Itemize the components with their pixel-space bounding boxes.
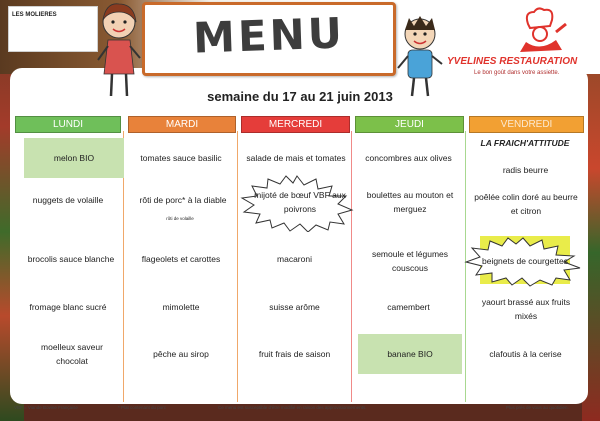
menu-cell-lundi-3: brocolis sauce blanche — [27, 254, 115, 264]
menu-cell-mardi-1: tomates sauce basilic — [140, 153, 222, 163]
day-header-lundi: LUNDI — [15, 116, 121, 133]
day-header-jeudi: JEUDI — [355, 116, 464, 133]
day-header-vendredi: VENDREDI — [469, 116, 584, 133]
menu-cell-mardi-note: rôti de volaille — [166, 216, 194, 221]
menu-cell-mercredi-2: mijoté de bœuf VBF aux poivrons — [254, 190, 346, 214]
menu-cell-mercredi-1: salade de mais et tomates — [246, 153, 346, 163]
menu-cell-jeudi-3: semoule et légumes couscous — [371, 249, 449, 273]
menu-cell-vendredi-5: clafoutis à la cerise — [489, 349, 562, 359]
menu-cell-lundi-2: nuggets de volaille — [32, 195, 104, 205]
menu-cell-vendredi-4: yaourt brassé aux fruits mixés — [481, 297, 571, 321]
menu-cell-lundi-4: fromage blanc sucré — [29, 302, 107, 312]
day-header-mercredi: MERCREDI — [241, 116, 350, 133]
day-header-mardi: MARDI — [128, 116, 236, 133]
menu-cell-jeudi-1: concombres aux olives — [365, 153, 452, 163]
column-divider — [351, 131, 352, 402]
menu-cell-jeudi-5: banane BIO — [358, 334, 462, 374]
week-title: semaine du 17 au 21 juin 2013 — [207, 89, 393, 104]
menu-cell-mercredi-3: macaroni — [277, 254, 312, 264]
logo-name: YVELINES RESTAURATION — [447, 56, 578, 67]
menu-cell-vendredi-1: radis beurre — [502, 165, 549, 175]
girl-illustration — [96, 0, 142, 104]
special-theme-title: LA FRAICH'ATTITUDE — [480, 138, 570, 148]
menu-cell-jeudi-4: camembert — [387, 302, 430, 312]
menu-cell-mardi-5: pêche au sirop — [153, 349, 209, 359]
footer-porc: * Plat contenant du porc — [118, 405, 167, 410]
menu-cell-lundi-5: moelleux saveur chocolat — [41, 342, 103, 366]
logo-tagline: Le bon goût dans votre assiette. — [474, 70, 560, 76]
menu-cell-vendredi-2: poêlée colin doré au beurre et citron — [474, 192, 578, 216]
boy-illustration — [396, 14, 446, 98]
menu-cell-mercredi-5: fruit frais de saison — [258, 349, 331, 359]
menu-cell-jeudi-2: boulettes au mouton et merguez — [366, 190, 454, 214]
menu-cell-vendredi-3: beignets de courgettes — [481, 256, 568, 266]
menu-sign — [142, 2, 396, 76]
school-name: LES MOLIERES — [12, 12, 57, 18]
chef-logo-icon — [512, 6, 568, 56]
footer-tagline: Plus près de vous au quotidien. — [506, 405, 569, 410]
menu-cell-mardi-2: rôti de porc* à la diable — [139, 195, 227, 205]
menu-cell-mardi-3: flageolets et carottes — [141, 254, 221, 264]
menu-title: MENU — [192, 8, 346, 63]
menu-cell-lundi-1: melon BIO — [24, 138, 124, 178]
footer-vbf: VBF = Viande Bovine Française — [14, 405, 78, 410]
menu-cell-mardi-4: mimolette — [162, 302, 200, 312]
column-divider — [237, 131, 238, 402]
menu-cell-mercredi-4: suisse arôme — [269, 302, 320, 312]
footer-notice: Ce menu est susceptible d'être modifié en raison des approvisionnements. — [218, 405, 367, 410]
